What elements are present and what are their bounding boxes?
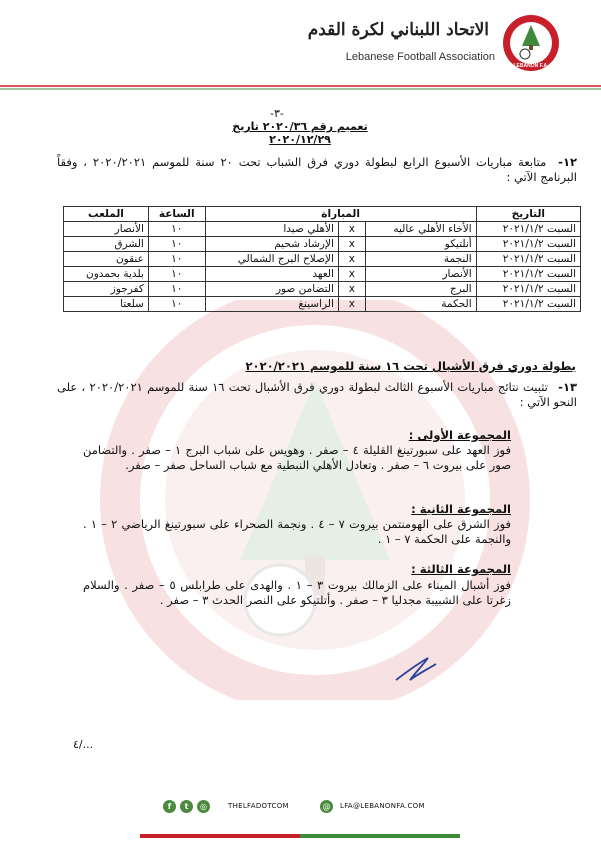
paragraph-13-number: ١٣- (558, 380, 577, 394)
group-1-results: فوز العهد على سبورتينغ القليلة ٤ – صفر . وهويس على شباب البرج ١ – صفر . والتضامن صور على بيروت ٦ – صفر . وتعادل الأهلي النبطية مع شباب الساحل صفر – صفر. (83, 443, 511, 472)
cell-venue: الشرق (64, 237, 149, 252)
header-date: التاريخ (476, 207, 580, 222)
footer-website[interactable]: THELFADOTCOM (228, 802, 289, 810)
cell-vs: x (338, 222, 365, 237)
table-row (64, 267, 581, 282)
group-2-title: المجموعة الثانية : (411, 502, 511, 516)
cell-venue: عنقون (64, 252, 149, 267)
cell-time: ١٠ (148, 252, 205, 267)
paragraph-12 (57, 155, 577, 185)
cell-venue: بلدية بحمدون (64, 267, 149, 282)
cell-time: ١٠ (148, 297, 205, 312)
cell-home: الأنصار (365, 267, 476, 282)
cell-date: السبت ٢٠٢١/١/٢ (476, 297, 580, 312)
cell-venue: سلعتا (64, 297, 149, 312)
paragraph-12-number: ١٢- (558, 155, 577, 169)
footer-email[interactable]: LFA@LEBANONFA.COM (340, 802, 425, 810)
paragraph-12-text: متابعة مباريات الأسبوع الرابع لبطولة دوري فرق الشباب تحت ٢٠ سنة للموسم ٢٠٢٠/٢٠٢١ ، وفقاً البرنامج الآتي : (57, 155, 577, 184)
cell-time: ١٠ (148, 267, 205, 282)
group-3-title: المجموعة الثالثة : (411, 562, 511, 576)
svg-text:LEBANON F.A.: LEBANON F.A. (513, 63, 549, 69)
header-divider (0, 84, 601, 92)
table-header-row (64, 207, 581, 222)
cell-venue: الأنصار (64, 222, 149, 237)
section-title: بطولة دوري فرق الأشبال تحت ١٦ سنة للموسم ٢٠٢٠/٢٠٢١ (245, 359, 576, 373)
org-name-arabic: الاتحاد اللبناني لكرة القدم (307, 20, 489, 40)
cell-vs: x (338, 237, 365, 252)
instagram-icon[interactable]: ◎ (197, 800, 210, 813)
email-icon: @ (320, 800, 333, 813)
signature-mark (392, 652, 442, 686)
cell-away: التضامن صور (205, 282, 338, 297)
cell-home: البرج (365, 282, 476, 297)
fixtures-table (63, 206, 581, 312)
cell-vs: x (338, 282, 365, 297)
continued-page-marker: ٤/... (73, 738, 94, 751)
org-name-english: Lebanese Football Association (345, 51, 495, 63)
cell-vs: x (338, 297, 365, 312)
cell-venue: كفرجوز (64, 282, 149, 297)
cell-away: الراسينغ (205, 297, 338, 312)
cell-time: ١٠ (148, 222, 205, 237)
page-number: -٣- (270, 107, 284, 120)
cell-away: الإصلاح البرج الشمالي (205, 252, 338, 267)
header-match: المباراة (205, 207, 476, 222)
table-row (64, 237, 581, 252)
group-1-title: المجموعة الأولى : (408, 428, 511, 442)
cell-vs: x (338, 252, 365, 267)
cell-vs: x (338, 267, 365, 282)
cell-date: السبت ٢٠٢١/١/٢ (476, 222, 580, 237)
cell-home: النجمة (365, 252, 476, 267)
cell-date: السبت ٢٠٢١/١/٢ (476, 282, 580, 297)
cell-time: ١٠ (148, 237, 205, 252)
cell-away: الإرشاد شحيم (205, 237, 338, 252)
cell-home: الأخاء الأهلي عاليه (365, 222, 476, 237)
table-row (64, 297, 581, 312)
cell-away: الأهلي صيدا (205, 222, 338, 237)
table-row (64, 252, 581, 267)
footer-social-icons (163, 800, 210, 813)
facebook-icon[interactable]: f (163, 800, 176, 813)
cell-home: الحكمة (365, 297, 476, 312)
footer-color-bar (140, 834, 460, 838)
cell-home: أنلتيكو (365, 237, 476, 252)
cell-away: العهد (205, 267, 338, 282)
group-2-results: فوز الشرق على الهومنتمن بيروت ٧ – ٤ . ونجمة الصحراء على سبورتينغ الرياضي ٢ – ١ . والنجمة على الحكمة ٧ – ١ . (83, 517, 512, 546)
header-venue: الملعب (64, 207, 149, 222)
group-3-results: فوز أشبال الميناء على الزمالك بيروت ٣ – ١ . والهدى على طرابلس ٥ – صفر . والسلام زغرتا على الشبيبة مجدليا ٣ – صفر . وأتلتيكو على النصر الحدث ٣ – صفر . (83, 578, 512, 607)
twitter-icon[interactable]: t (180, 800, 193, 813)
cell-date: السبت ٢٠٢١/١/٢ (476, 252, 580, 267)
paragraph-13-text: تثبيت نتائج مباريات الأسبوع الثالث لبطولة دوري فرق الأشبال تحت ١٦ سنة للموسم ٢٠٢٠/٢٠٢١ ، على النحو الآتي : (57, 380, 577, 409)
table-row (64, 282, 581, 297)
table-row (64, 222, 581, 237)
circular-reference: تعميم رقم ٢٠٢٠/٣٦ تاريخ ٢٠٢٠/١٢/٢٩ (232, 120, 368, 146)
paragraph-13 (57, 380, 577, 410)
cell-time: ١٠ (148, 282, 205, 297)
cell-date: السبت ٢٠٢١/١/٢ (476, 267, 580, 282)
header-time: الساعة (148, 207, 205, 222)
cell-date: السبت ٢٠٢١/١/٢ (476, 237, 580, 252)
